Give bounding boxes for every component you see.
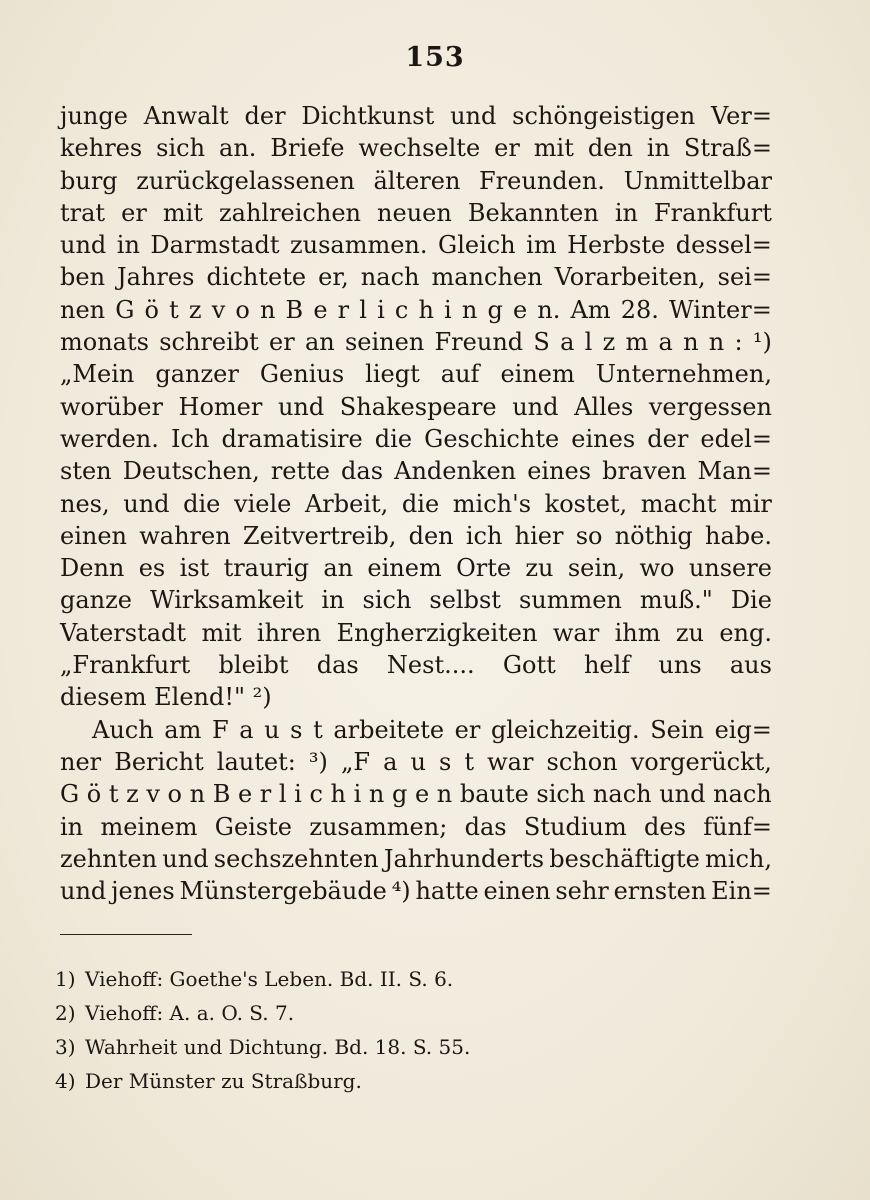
footnote xyxy=(55,1064,755,1098)
text-line: G ö t z v o n B e r l i c h i n g e n baute sich nach und nach xyxy=(60,780,772,809)
text-line: ben Jahres dichtete er, nach manchen Vorarbeiten, sei= xyxy=(60,263,772,292)
text-line: diesem Elend!" ²) xyxy=(60,683,272,712)
footnote-text: Viehoff: Goethe's Leben. Bd. II. S. 6. xyxy=(85,967,454,991)
text-line: einen wahren Zeitvertreib, den ich hier so nöthig habe. xyxy=(60,521,772,550)
text-line: und in Darmstadt zusammen. Gleich im Herbste dessel= xyxy=(60,231,772,260)
footnote-text: Viehoff: A. a. O. S. 7. xyxy=(85,1001,295,1025)
footnote-text: Der Münster zu Straßburg. xyxy=(85,1069,362,1093)
text-line: Auch am F a u s t arbeitete er gleichzeitig. Sein eig= xyxy=(92,715,772,744)
text-line: Vaterstadt mit ihren Engherzigkeiten war ihm zu eng. xyxy=(60,618,772,647)
text-line: monats schreibt er an seinen Freund S a l z m a n n : ¹) xyxy=(60,328,772,357)
footnote-number: 1) xyxy=(55,967,76,991)
text-line: Denn es ist traurig an einem Orte zu sein, wo unsere xyxy=(60,554,772,583)
text-line: nes, und die viele Arbeit, die mich's kostet, macht mir xyxy=(60,489,772,518)
footnote-number: 2) xyxy=(55,1001,76,1025)
footnotes xyxy=(55,962,755,1098)
footnote-number: 4) xyxy=(55,1069,76,1093)
footnote-text: Wahrheit und Dichtung. Bd. 18. S. 55. xyxy=(85,1035,471,1059)
footnote xyxy=(55,1030,755,1064)
footnote xyxy=(55,962,755,996)
text-line: trat er mit zahlreichen neuen Bekannten in Frankfurt xyxy=(60,198,772,227)
footnote-divider xyxy=(60,934,192,935)
page-number: 153 xyxy=(405,42,465,73)
text-line: ner Bericht lautet: ³) „F a u s t war schon vorgerückt, xyxy=(60,747,772,776)
text-line: sten Deutschen, rette das Andenken eines braven Man= xyxy=(60,457,772,486)
text-line: „Frankfurt bleibt das Nest.... Gott helf uns aus xyxy=(60,651,772,680)
text-line: worüber Homer und Shakespeare und Alles vergessen xyxy=(60,392,772,421)
text-line: in meinem Geiste zusammen; das Studium des fünf= xyxy=(60,812,772,841)
text-line: junge Anwalt der Dichtkunst und schöngeistigen Ver= xyxy=(60,102,772,130)
footnote-number: 3) xyxy=(55,1035,76,1059)
text-line: werden. Ich dramatisire die Geschichte eines der edel= xyxy=(60,424,772,453)
text-line: kehres sich an. Briefe wechselte er mit den in Straß= xyxy=(60,134,772,163)
body-text xyxy=(60,100,772,907)
text-line: ganze Wirksamkeit in sich selbst summen muß." Die xyxy=(60,586,772,615)
text-line: „Mein ganzer Genius liegt auf einem Unternehmen, xyxy=(60,360,772,389)
footnote xyxy=(55,996,755,1030)
text-line: nen G ö t z v o n B e r l i c h i n g e n. Am 28. Winter= xyxy=(60,295,772,324)
text-line: zehnten und sechszehnten Jahrhunderts beschäftigte mich, xyxy=(60,844,772,873)
text-line: und jenes Münstergebäude ⁴) hatte einen sehr ernsten Ein= xyxy=(60,877,772,906)
text-line: burg zurückgelassenen älteren Freunden. Unmittelbar xyxy=(60,166,772,195)
